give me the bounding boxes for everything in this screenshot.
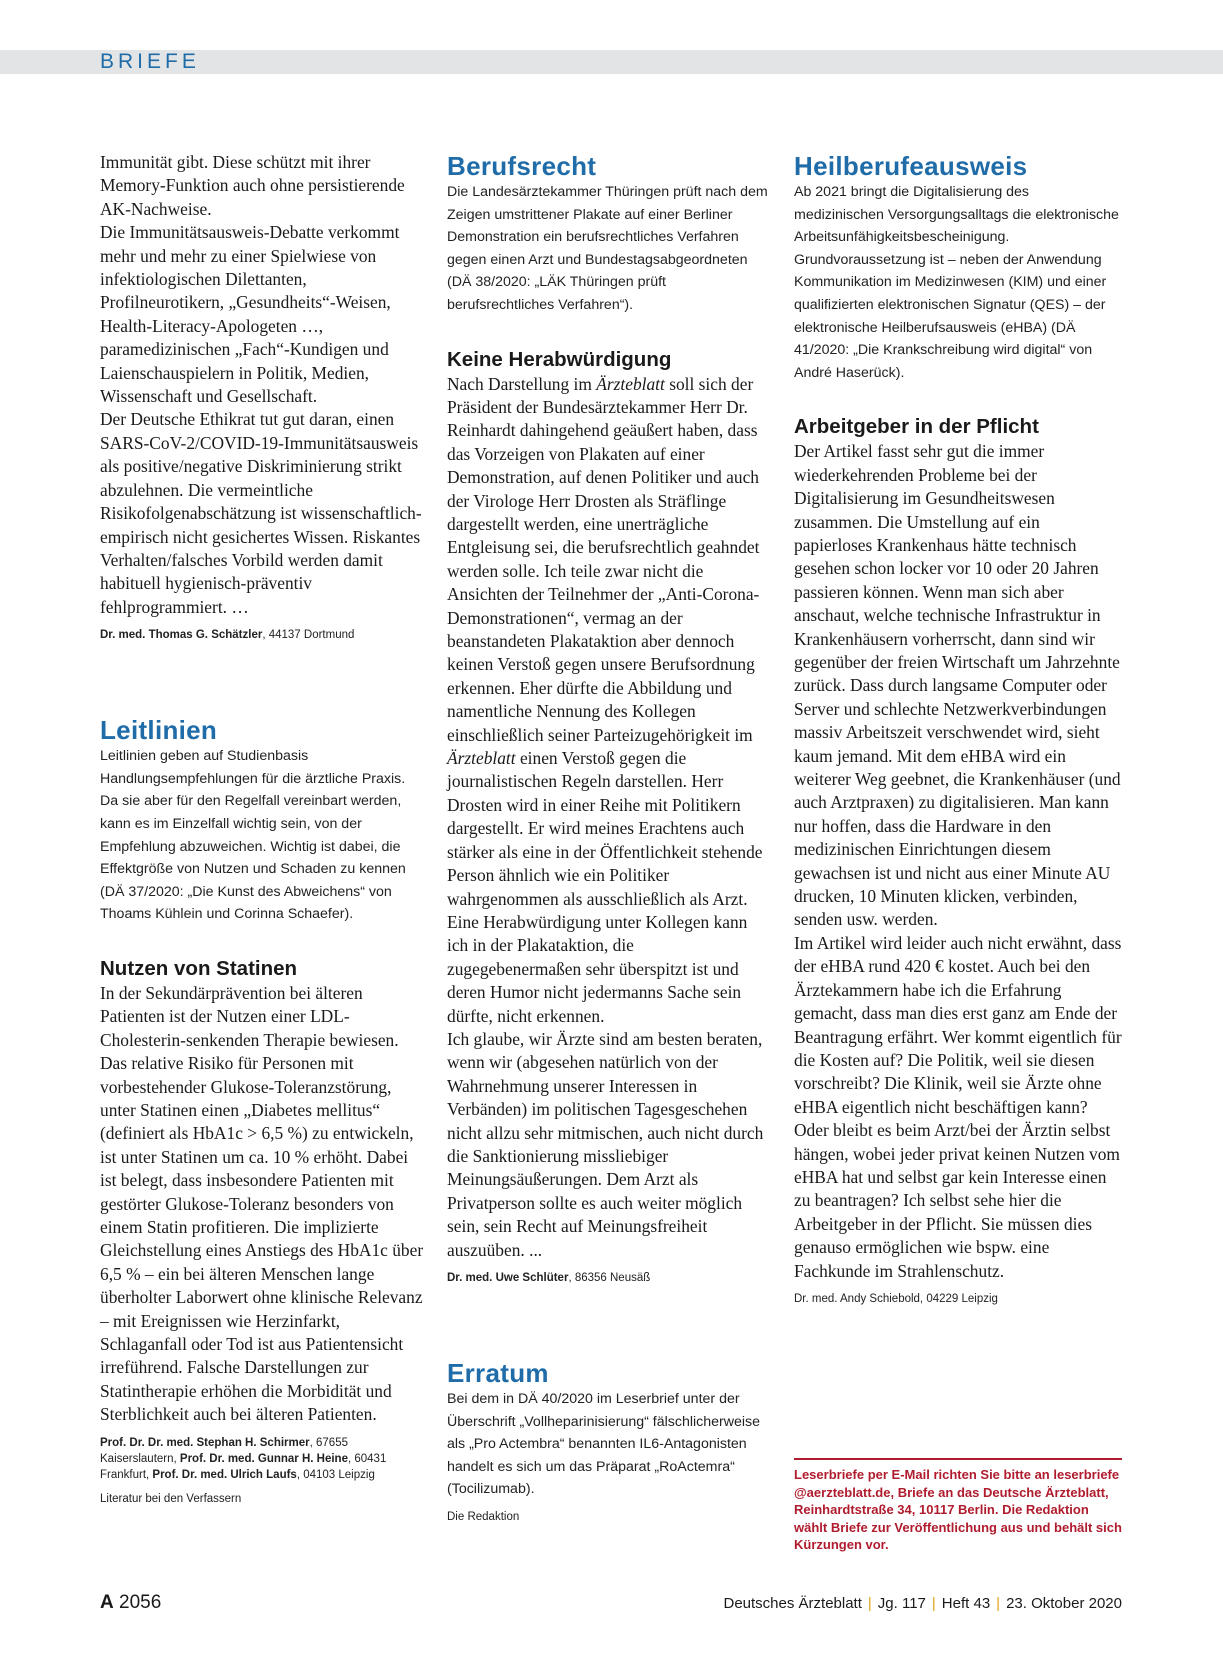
date: 23. Oktober 2020	[1006, 1595, 1122, 1612]
letter-signature	[447, 1270, 771, 1286]
letter-heading: Nutzen von Statinen	[100, 956, 298, 980]
letter-signature: Dr. med. Andy Schiebold, 04229 Leipzig	[794, 1292, 998, 1305]
separator: |	[996, 1595, 1001, 1612]
signature-place: , 86356 Neusäß	[568, 1272, 651, 1284]
signature-place: , 67655 Kaiserslautern,	[100, 1436, 348, 1465]
page-number: A 2056	[100, 1592, 162, 1613]
literature-note: Literatur bei den Verfassern	[100, 1492, 242, 1505]
topic-heading: Heilberufeausweis	[794, 151, 1028, 181]
letter-paragraph: Immunität gibt. Diese schützt mit ihrer Memory-Funktion auch ohne persistierende AK-Nachweise.	[100, 152, 405, 219]
column-middle	[447, 151, 771, 1525]
topic-heading: Erratum	[447, 1358, 549, 1388]
separator: |	[931, 1595, 936, 1612]
letter-paragraph: In der Sekundärprävention bei älteren Patienten ist der Nutzen einer LDL-Cholesterin-senkenden Therapie bewiesen. Das relative Risiko für Personen mit vorbestehender Glukose-Toleranzstörung, unter Statinen einen „Diabetes mellitus“ (definiert als HbA1c > 6,5 %) zu entwickeln, ist unter Statinen um ca. 10 % erhöht. Dabei ist belegt, dass insbesondere Patienten mit gestörter Glukose-Toleranz besonders von einem Statin profitieren. Die implizierte Gleichstellung eines Anstiegs des HbA1c über 6,5 % – ein bei älteren Menschen lange überholter Laborwert ohne klinische Relevanz – mit Ereignissen wie Herzinfarkt, Schlaganfall oder Tod ist aus Patientensicht irreführend. Falsche Darstellungen zur Statintherapie erhöhen die Morbidität und Sterblichkeit auch bei älteren Patienten.	[100, 982, 424, 1425]
signature-name: Dr. med. Thomas G. Schätzler	[100, 629, 263, 642]
topic-heading: Leitlinien	[100, 715, 218, 746]
signature-name: Prof. Dr. med. Gunnar H. Heine	[179, 1452, 348, 1465]
signature-name: Dr. med. Uwe Schlüter	[447, 1272, 569, 1284]
section-label: BRIEFE	[100, 50, 200, 73]
letter-heading: Keine Herabwürdigung	[447, 347, 672, 371]
separator: |	[867, 1595, 872, 1612]
signature-place: , 04103 Leipzig	[296, 1468, 375, 1481]
topic-heading: Berufsrecht	[447, 151, 597, 181]
letter-paragraph: Nach Darstellung im Ärzteblatt soll sich der Präsident der Bundesärztekammer Herr Dr. Reinhardt dahingehend geäußert haben, dass das Vorzeigen von Plakaten auf einer Demonstration, auf denen Politiker und auch der Virologe Herr Drosten als Sträflinge dargestellt werden, eine unerträgliche Entgleisung sei, die berufsrechtlich geahndet werden solle. Ich teile zwar nicht die Ansichten der Teilnehmer der „Anti-Corona-Demonstrationen“, vermag an der beanstandeten Plakataktion aber dennoch keinen Verstoß gegen unsere Berufsordnung erkennen. Eher dürfte die Abbildung und namentliche Nennung des Kollegen einschließlich seiner Parteizugehörigkeit im Ärzteblatt einen Verstoß gegen die journalistischen Regeln darstellen. Herr Drosten wird in einer Reihe mit Politikern dargestellt. Er wird meines Erachtens auch stärker als eine in der Öffentlichkeit stehende Person ähnlich wie ein Politiker wahrgenommen als ausschließlich als Arzt. Eine Herabwürdigung unter Kollegen kann ich in der Plakataktion, die zugegebenermaßen sehr überspitzt ist und deren Humor nicht jedermanns Sache sein dürfte, nicht erkennen.	[447, 373, 763, 1026]
volume: Jg. 117	[877, 1595, 926, 1612]
erratum-text: Bei dem in DÄ 40/2020 im Leserbrief unter der Überschrift „Vollheparinisierung“ fälschlicherweise als „Pro Actembra“ benannten IL6-Antagonisten handelt es sich um das Präparat „RoActemra“ (Tocilizumab).	[447, 1391, 761, 1498]
column-right	[794, 151, 1122, 1307]
letter-paragraph: Die Immunitätsausweis-Debatte verkommt mehr und mehr zu einer Spielwiese von infektiologischen Dilettanten, Profilneurotikern, „Gesundheits“-Weisen, Health-Literacy-Apologeten …, paramedizinischen „Fach“-Kundigen und Laienschauspielern in Politik, Medien, Wissenschaft und Gesellschaft.	[100, 222, 400, 407]
issue: Heft 43	[941, 1595, 991, 1612]
journal-name: Ärzteblatt	[447, 748, 516, 769]
column-left	[100, 151, 424, 1507]
journal-info	[723, 1595, 1122, 1612]
letter-signature	[100, 627, 424, 643]
topic-teaser: Ab 2021 bringt die Digitalisierung des medizinischen Versorgungsalltags die elektronische Arbeitsunfähigkeitsbescheinigung. Grundvoraussetzung ist – neben der Anwendung Kommunikation im Medizinwesen (KIM) und einer qualifizierten elektronischen Signatur (QES) – der elektronische Heilberufsausweis (eHBA) (DÄ 41/2020: „Die Krankschreibung wird digital“ von André Haserück).	[794, 184, 1119, 381]
topic-teaser: Die Landesärztekammer Thüringen prüft nach dem Zeigen umstrittener Plakate auf einer Berliner Demonstration ein berufsrechtliches Verfahren gegen einen Arzt und Bundestagsabgeordneten (DÄ 38/2020: „LÄK Thüringen prüft berufsrechtliches Verfahren“).	[447, 184, 768, 313]
letter-paragraph: Im Artikel wird leider auch nicht erwähnt, dass der eHBA rund 420 € kostet. Auch bei den Ärztekammern habe ich die Erfahrung gemacht, dass man dies erst ganz am Ende der Beantragung erfährt. Wer kommt eigentlich für die Kosten auf? Die Politik, weil sie diesen vorschreibt? Die Klinik, weil sie Ärzte ohne eHBA eigentlich nicht beschäftigen kann? Oder bleibt es beim Arzt/bei der Ärztin selbst hängen, wobei jeder privat keinen Nutzen vom eHBA hat und selbst gar kein Interesse einen zu beantragen? Ich selbst sehe hier die Arbeitgeber in der Pflicht. Sie müssen dies genauso ermöglichen wie bspw. eine Fachkunde im Strahlenschutz.	[794, 932, 1122, 1281]
journal-name: Ärzteblatt	[596, 373, 665, 394]
editorial-notice: Leserbriefe per E-Mail richten Sie bitte an leserbriefe @aerzteblatt.de, Briefe an das Deutsche Ärzteblatt, Reinhardtstraße 34, 10117 Berlin. Die Redaktion wählt Briefe zur Veröffentlichung aus und behält sich Kürzungen vor.	[794, 1458, 1122, 1554]
letter-signature: Die Redaktion	[447, 1510, 520, 1523]
signature-place: , 44137 Dortmund	[262, 629, 355, 642]
letter-heading: Arbeitgeber in der Pflicht	[794, 415, 1039, 439]
letter-paragraph: Der Deutsche Ethikrat tut gut daran, einen SARS-CoV-2/COVID-19-Immunitätsausweis als positive/negative Diskriminierung strikt abzulehnen. Die vermeintliche Risikofolgenabschätzung ist wissenschaftlich-empirisch nicht gesichertes Wissen. Riskantes Verhalten/falsches Vorbild werden damit habituell hygienisch-präventiv fehlprogrammiert. …	[100, 409, 422, 617]
topic-teaser: Leitlinien geben auf Studienbasis Handlungsempfehlungen für die ärztliche Praxis. Da sie aber für den Regelfall vereinbart werden, kann es im Einzelfall wichtig sein, von der Empfehlung abzuweichen. Wichtig ist dabei, die Effektgröße von Nutzen und Schaden zu kennen (DÄ 37/2020: „Die Kunst des Abweichens“ von Thoams Kühlein und Corinna Schaefer).	[100, 748, 406, 923]
signature-name: Prof. Dr. med. Ulrich Laufs	[152, 1468, 297, 1481]
signature-name: Prof. Dr. Dr. med. Stephan H. Schirmer	[100, 1436, 310, 1449]
letter-paragraph: Der Artikel fasst sehr gut die immer wiederkehrenden Probleme bei der Digitalisierung im Gesundheitswesen zusammen. Die Umstellung auf ein papierloses Krankenhaus hätte technisch gesehen schon locker vor 10 oder 20 Jahren passieren können. Wenn man sich aber anschaut, welche technische Infrastruktur in Krankenhäusern vorherrscht, dann sind wir gegenüber der freien Wirtschaft um Jahrzehnte zurück. Dass durch langsame Computer oder Server und schlechte Netzwerkverbindungen massiv Arbeitszeit verschwendet wird, sieht kaum jemand. Mit dem eHBA wird ein weiterer Weg geebnet, die Krankenhäuser (und auch Arztpraxen) zu digitalisieren. Man kann nur hoffen, dass die Hardware in den medizinischen Einrichtungen diesem gewachsen ist und nicht aus einer Minute AU drucken, 10 Minuten klicken, verbinden, senden usw. werden.	[794, 441, 1121, 930]
letter-paragraph: Ich glaube, wir Ärzte sind am besten beraten, wenn wir (abgesehen natürlich von der Wahrnehmung unserer Interessen in Verbänden) im politischen Tagesgeschehen nicht allzu sehr mitmischen, auch nicht durch die Sanktionierung missliebiger Meinungsäußerungen. Dem Arzt als Privatperson sollte es auch weiter möglich sein, sein Recht auf Meinungsfreiheit auszuüben. ...	[447, 1028, 764, 1260]
letter-signature	[100, 1435, 424, 1483]
journal-title: Deutsches Ärzteblatt	[723, 1595, 862, 1612]
signature-place: , 60431 Frankfurt,	[100, 1452, 387, 1481]
